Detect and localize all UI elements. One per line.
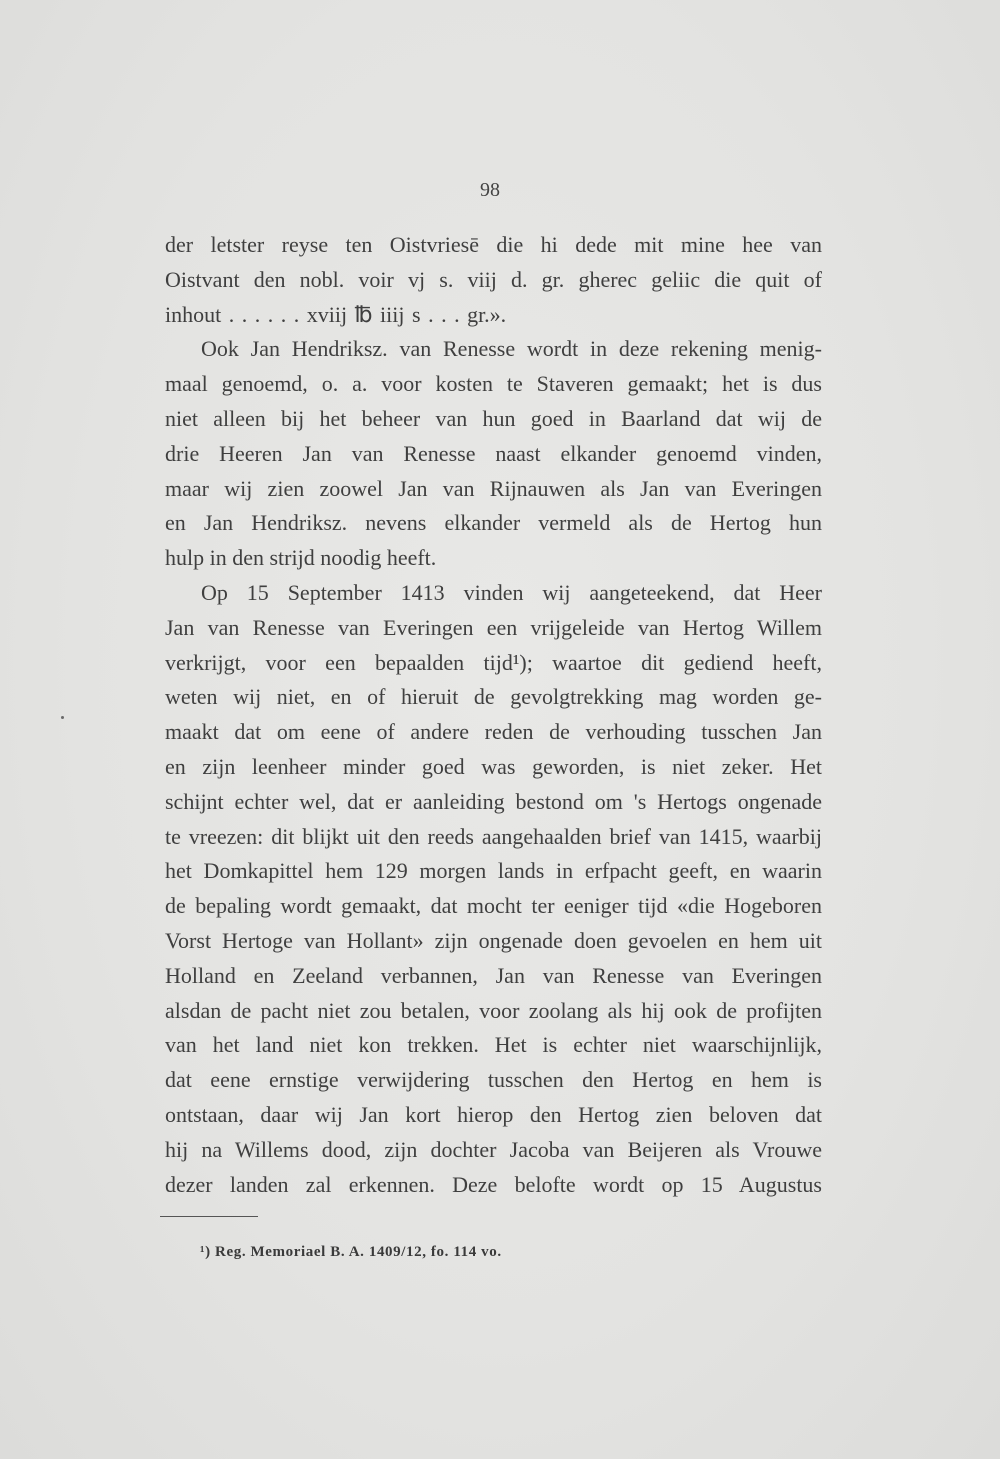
body-text	[165, 228, 822, 1202]
text-line: Oistvant den nobl. voir vj s. viij d. gr. gherec geliic die quit of	[165, 266, 822, 292]
text-line: van het land niet kon trekken. Het is echter niet waarschijnlijk,	[165, 1032, 822, 1058]
paragraph	[165, 332, 822, 576]
text-line: hulp in den strijd noodig heeft.	[165, 545, 437, 571]
text-line: hij na Willems dood, zijn dochter Jacoba van Beijeren als Vrouwe	[165, 1136, 822, 1162]
paragraph	[165, 576, 822, 1202]
text-line: drie Heeren Jan van Renesse naast elkander genoemd vinden,	[165, 440, 822, 466]
footnote: ¹) Reg. Memoriael B. A. 1409/12, fo. 114 vo.	[200, 1244, 502, 1260]
text-line: Holland en Zeeland verbannen, Jan van Renesse van Everingen	[165, 962, 822, 988]
text-line: Vorst Hertoge van Hollant» zijn ongenade doen gevoelen en hem uit	[165, 927, 822, 953]
text-line: schijnt echter wel, dat er aanleiding bestond om 's Hertogs ongenade	[165, 788, 822, 814]
text-line: inhout . . . . . . xviij ℔ iiij s . . . gr.».	[165, 301, 507, 327]
text-line: de bepaling wordt gemaakt, dat mocht ter eeniger tijd «die Hogeboren	[165, 893, 822, 919]
text-line: Jan van Renesse van Everingen een vrijgeleide van Hertog Willem	[165, 614, 822, 640]
footnote-rule	[160, 1216, 258, 1217]
page-number: 98	[480, 179, 500, 201]
text-line: te vreezen: dit blijkt uit den reeds aangehaalden brief van 1415, waarbij	[165, 823, 822, 849]
text-line: Op 15 September 1413 vinden wij aangeteekend, dat Heer	[201, 579, 822, 605]
text-line: het Domkapittel hem 129 morgen lands in erfpacht geeft, en waarin	[165, 858, 822, 884]
text-line: alsdan de pacht niet zou betalen, voor zoolang als hij ook de profijten	[165, 997, 822, 1023]
text-line: maar wij zien zoowel Jan van Rijnauwen als Jan van Everingen	[165, 475, 822, 501]
text-line: niet alleen bij het beheer van hun goed in Baarland dat wij de	[165, 405, 822, 431]
text-line: maal genoemd, o. a. voor kosten te Staveren gemaakt; het is dus	[165, 371, 822, 397]
text-line: der letster reyse ten Oistvriesē die hi dede mit mine hee van	[165, 232, 822, 257]
text-line: maakt dat om eene of andere reden de verhouding tusschen Jan	[165, 719, 822, 745]
paragraph	[165, 228, 822, 332]
text-line: dat eene ernstige verwijdering tusschen den Hertog en hem is	[165, 1067, 822, 1093]
text-line: ontstaan, daar wij Jan kort hierop den Hertog zien beloven dat	[165, 1101, 822, 1127]
scan-speck	[61, 716, 64, 719]
text-line: weten wij niet, en of hieruit de gevolgtrekking mag worden ge-	[165, 684, 822, 710]
text-line: en Jan Hendriksz. nevens elkander vermeld als de Hertog hun	[165, 510, 822, 536]
text-line: Ook Jan Hendriksz. van Renesse wordt in deze rekening menig-	[201, 336, 822, 362]
text-line: dezer landen zal erkennen. Deze belofte wordt op 15 Augustus	[165, 1171, 822, 1197]
text-line: verkrijgt, voor een bepaalden tijd¹); waartoe dit gediend heeft,	[165, 649, 822, 675]
text-line: en zijn leenheer minder goed was geworden, is niet zeker. Het	[165, 753, 822, 779]
